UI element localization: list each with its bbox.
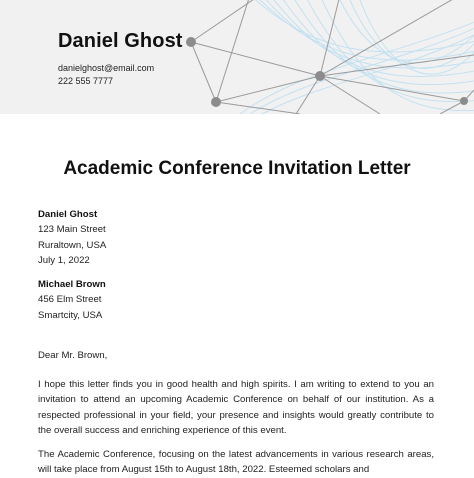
sender-name: Daniel Ghost	[38, 209, 98, 220]
recipient-city: Smartcity, USA	[38, 309, 103, 321]
body-paragraph-2: The Academic Conference, focusing on the latest advancements in various research areas, will take place from August 15th to August 18th, 2022. Esteemed scholars and	[38, 449, 434, 476]
recipient-street: 456 Elm Street	[38, 294, 102, 306]
recipient-name: Michael Brown	[38, 279, 106, 290]
letterhead-phone: 222 555 7777	[58, 76, 114, 86]
letterhead-email[interactable]: danielghost@email.com	[58, 63, 155, 73]
document-title: Academic Conference Invitation Letter	[63, 158, 411, 179]
network-graphic	[0, 0, 474, 114]
letterhead	[0, 0, 474, 114]
sender-address	[38, 207, 106, 269]
sender-city: Ruraltown, USA	[38, 239, 107, 251]
letter-date: July 1, 2022	[38, 255, 90, 267]
salutation: Dear Mr. Brown,	[38, 350, 108, 361]
recipient-address	[38, 277, 106, 323]
sender-street: 123 Main Street	[38, 224, 106, 236]
letterhead-name: Daniel Ghost	[58, 30, 183, 52]
body-paragraph-1: I hope this letter finds you in good health and high spirits. I am writing to extend to you an invitation to attend an upcoming Academic Conference on behalf of our institution. As a respected professional in your field, your presence and insights would greatly contribute to the overall success and enriching experience of this event.	[38, 379, 434, 437]
